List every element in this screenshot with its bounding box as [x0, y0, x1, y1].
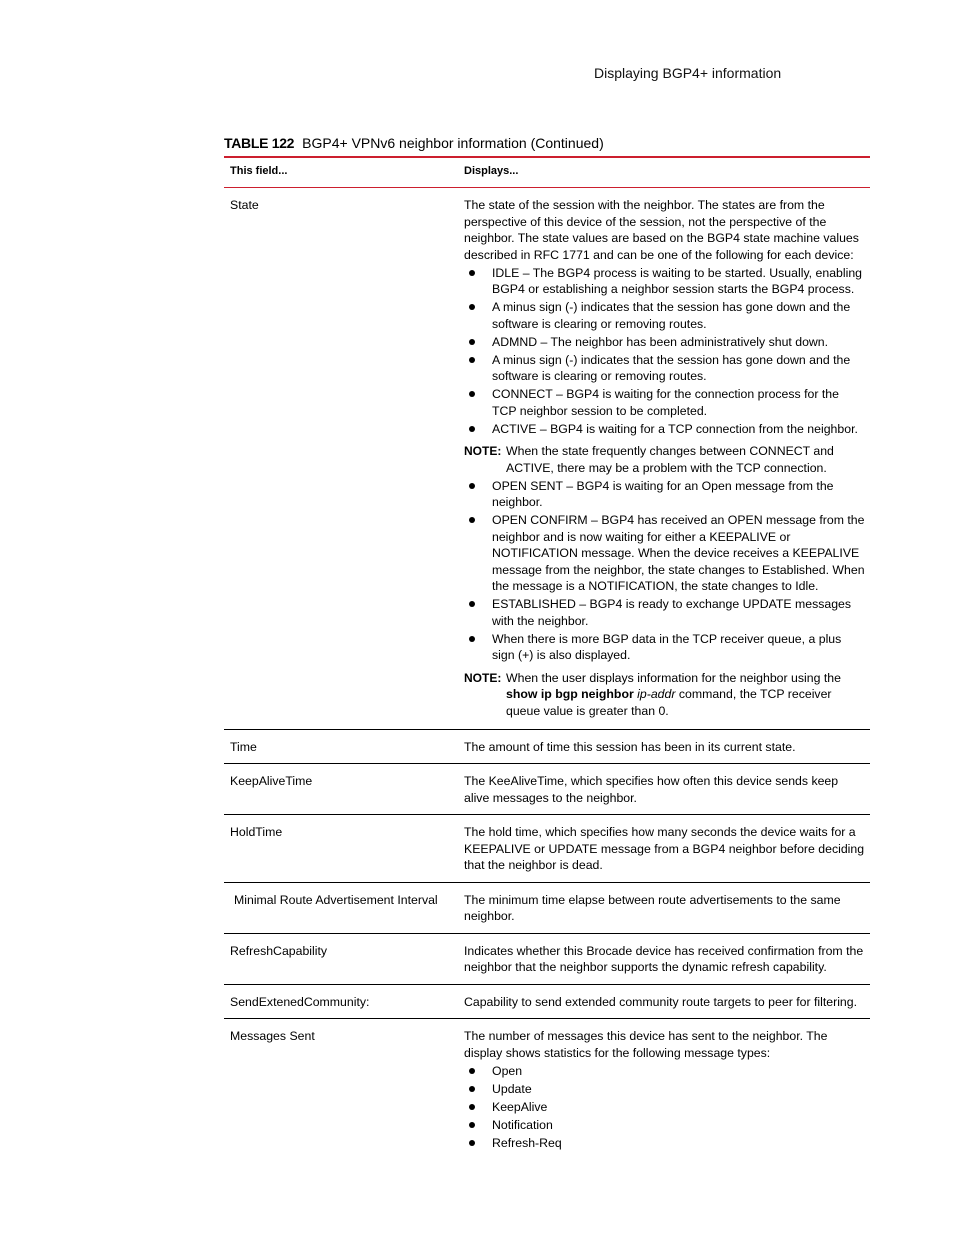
note-label: NOTE: [464, 444, 502, 458]
list-item: When there is more BGP data in the TCP receiver queue, a plus sign (+) is also displayed. [464, 631, 866, 664]
list-item: Open [464, 1063, 866, 1080]
field-name: State [230, 198, 259, 212]
list-item: Notification [464, 1117, 866, 1134]
list-item: A minus sign (-) indicates that the session has gone down and the software is clearing or removing routes. [464, 299, 866, 332]
list-item: A minus sign (-) indicates that the session has gone down and the software is clearing or removing routes. [464, 352, 866, 385]
field-name: HoldTime [230, 825, 283, 839]
list-item: OPEN CONFIRM – BGP4 has received an OPEN message from the neighbor and is now waiting for either a KEEPALIVE or NOTIFICATION message. When the device receives a KEEPALIVE message from the neighbor, the state changes to Established. When the message is a NOTIFICATION, the state changes to Idle. [464, 512, 866, 595]
field-description: The KeeAliveTime, which specifies how often this device sends keep alive messages to the neighbor. [464, 774, 839, 805]
table-row-min-route-interval [224, 883, 870, 934]
command-argument: ip-addr [637, 687, 676, 701]
list-item: OPEN SENT – BGP4 is waiting for an Open message from the neighbor. [464, 478, 866, 511]
list-item: IDLE – The BGP4 process is waiting to be started. Usually, enabling BGP4 or establishing a neighbor session starts the BGP4 process. [464, 265, 866, 298]
column-header-displays: Displays... [464, 165, 519, 177]
field-description: Capability to send extended community route targets to peer for filtering. [464, 994, 858, 1009]
table-caption [224, 135, 604, 151]
note [464, 670, 866, 720]
table-row-time [224, 730, 870, 765]
field-name: Time [230, 739, 257, 754]
table-title: BGP4+ VPNv6 neighbor information (Continued) [302, 135, 604, 151]
column-header-field: This field... [230, 165, 288, 177]
list-item: Update [464, 1081, 866, 1098]
note-text-post: command, the TCP receiver queue value is greater than 0. [506, 687, 832, 718]
field-name: Messages Sent [230, 1029, 315, 1043]
table-row-send-extended-community [224, 985, 870, 1020]
table-header [224, 158, 870, 188]
list-item: KeepAlive [464, 1099, 866, 1116]
field-name: SendExtenedCommunity: [230, 994, 370, 1009]
table-row-keepalive [224, 764, 870, 815]
field-name: RefreshCapability [230, 943, 328, 958]
state-intro: The state of the session with the neighbor. The states are from the perspective of this device of the session, not the perspective of the neighbor. The state values are based on the BGP4 state machine values described in RFC 1771 and can be one of the following for each device: [464, 198, 859, 262]
field-description: The hold time, which specifies how many seconds the device waits for a KEEPALIVE or UPDATE message from a BGP4 neighbor before deciding that the neighbor is dead. [464, 825, 865, 872]
field-description [458, 1019, 870, 1159]
field-name: Minimal Route Advertisement Interval [234, 892, 438, 907]
field-description [458, 188, 870, 729]
note-text [506, 670, 866, 720]
list-item: ACTIVE – BGP4 is waiting for a TCP connection from the neighbor. [464, 421, 866, 438]
field-description: The minimum time elapse between route advertisements to the same neighbor. [464, 892, 841, 923]
command-name: show ip bgp neighbor [506, 687, 634, 701]
note-label: NOTE: [464, 670, 502, 685]
table-row-state [224, 188, 870, 730]
field-description: Indicates whether this Brocade device has received confirmation from the neighbor that the neighbor supports the dynamic refresh capability. [464, 943, 864, 974]
note-text: When the state frequently changes between CONNECT and ACTIVE, there may be a problem with the TCP connection. [506, 444, 834, 475]
table-row-refresh-capability [224, 934, 870, 985]
table-row-holdtime [224, 815, 870, 883]
table-row-messages-sent [224, 1019, 870, 1159]
list-item: Refresh-Req [464, 1135, 866, 1152]
page-header: Displaying BGP4+ information [594, 65, 782, 81]
note [464, 443, 866, 476]
list-item: ADMND – The neighbor has been administratively shut down. [464, 334, 866, 351]
field-description: The amount of time this session has been in its current state. [464, 739, 796, 754]
neighbor-info-table [224, 156, 870, 1159]
list-item: ESTABLISHED – BGP4 is ready to exchange UPDATE messages with the neighbor. [464, 596, 866, 629]
note-text-pre: When the user displays information for the neighbor using the [506, 670, 841, 685]
field-name: KeepAliveTime [230, 774, 313, 788]
messages-sent-intro: The number of messages this device has sent to the neighbor. The display shows statistics for the following message types: [464, 1029, 828, 1060]
table-number: TABLE 122 [224, 135, 295, 151]
list-item: CONNECT – BGP4 is waiting for the connection process for the TCP neighbor session to be completed. [464, 386, 866, 419]
